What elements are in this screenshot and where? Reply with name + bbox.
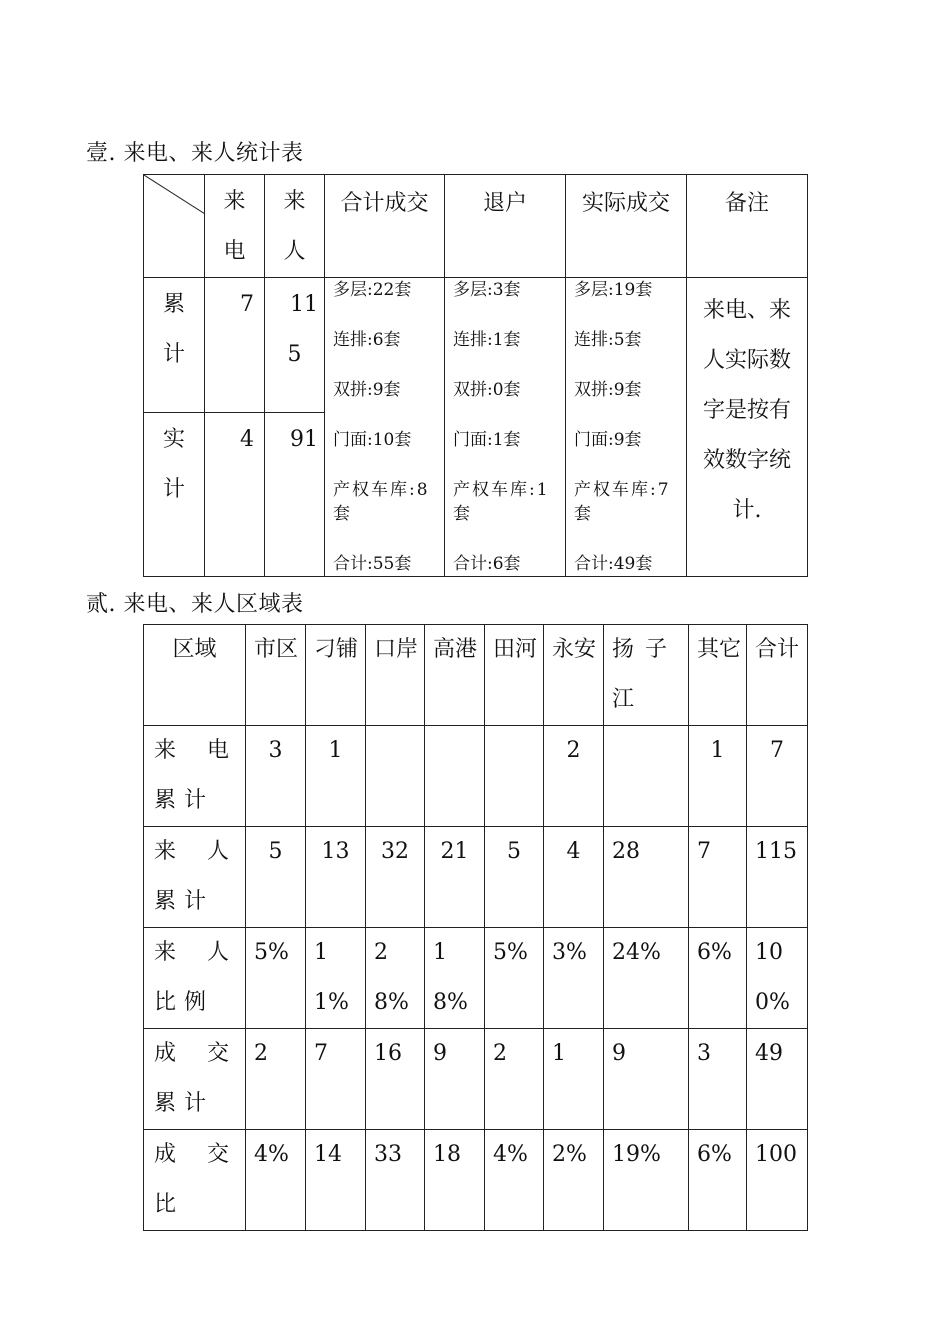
cell: 100 (747, 1130, 808, 1231)
cell: 7 (306, 1029, 366, 1130)
row-actual-label-line2: 计 (162, 477, 185, 502)
row-deals-cumulative (144, 1029, 808, 1130)
refund-line: 产权车库:1套 (453, 480, 550, 524)
row-actual-visitors: 91 (265, 413, 325, 577)
header-refund: 退户 (445, 175, 566, 278)
cell: 7 (747, 726, 808, 827)
cell: 28% (366, 928, 425, 1029)
row-label: 来人比例 (144, 928, 246, 1029)
cell: 5 (485, 827, 544, 928)
cell: 3 (689, 1029, 747, 1130)
total-deal-line: 门面:10套 (333, 430, 412, 450)
refund-line: 连排:1套 (453, 330, 521, 350)
header-actual-deal: 实际成交 (566, 175, 687, 278)
header-total: 合计 (747, 625, 808, 726)
row-cumulative-visitors (265, 278, 325, 413)
remark-text (687, 278, 808, 577)
header-remark: 备注 (687, 175, 808, 278)
cell: 2% (544, 1130, 604, 1231)
row-actual-label-line1: 实 (162, 427, 185, 452)
header-region: 区域 (144, 625, 246, 726)
cell: 2 (485, 1029, 544, 1130)
header-visitors-line1: 来 (283, 189, 306, 214)
row-label: 来人累计 (144, 827, 246, 928)
cell: 9 (425, 1029, 485, 1130)
cell: 19% (604, 1130, 689, 1231)
actual-deal-line: 双拼:9套 (574, 380, 642, 400)
cell: 2 (246, 1029, 306, 1130)
header-gaogang: 高港 (425, 625, 485, 726)
cell: 100% (747, 928, 808, 1029)
cell (425, 726, 485, 827)
total-deal-line: 多层:22套 (333, 280, 412, 300)
row-label: 成交比 (144, 1130, 246, 1231)
calls-visitors-stats-table (143, 174, 808, 577)
header-other: 其它 (689, 625, 747, 726)
row-actual-calls: 4 (205, 413, 265, 577)
refund-sum: 合计:6套 (453, 554, 521, 574)
cell (604, 726, 689, 827)
cell: 7 (689, 827, 747, 928)
cell: 24% (604, 928, 689, 1029)
corner-cell (144, 175, 205, 278)
cell: 18% (425, 928, 485, 1029)
row-label: 来电累计 (144, 726, 246, 827)
cell: 28 (604, 827, 689, 928)
cell: 4% (485, 1130, 544, 1231)
cell: 3% (544, 928, 604, 1029)
row-cumulative-calls: 7 (205, 278, 265, 413)
header-kouan: 口岸 (366, 625, 425, 726)
cell (366, 726, 425, 827)
cell: 4% (246, 1130, 306, 1231)
row-deals-ratio (144, 1130, 808, 1231)
row-cumulative-label-line2: 计 (162, 342, 185, 367)
cell: 4 (544, 827, 604, 928)
header-calls-line2: 电 (223, 239, 246, 264)
remark-content: 来电、来人实际数字是按有效数字统计. (702, 298, 791, 523)
cell: 32 (366, 827, 425, 928)
cell: 1 (544, 1029, 604, 1130)
cell: 6% (689, 928, 747, 1029)
section2-title: 贰. 来电、来人区域表 (86, 592, 304, 617)
row-cumulative-label-line1: 累 (162, 292, 185, 317)
total-deal-line: 产权车库:8套 (333, 480, 430, 524)
header-calls-line1: 来 (223, 189, 246, 214)
refund-line: 多层:3套 (453, 280, 521, 300)
cell: 5% (485, 928, 544, 1029)
cell: 1 (689, 726, 747, 827)
row-calls-cumulative (144, 726, 808, 827)
cell: 21 (425, 827, 485, 928)
cell: 6% (689, 1130, 747, 1231)
actual-deal-line: 门面:9套 (574, 430, 642, 450)
cell: 5 (246, 827, 306, 928)
cell: 3 (246, 726, 306, 827)
actual-deal-line: 多层:19套 (574, 280, 653, 300)
total-deal-sum: 合计:55套 (333, 554, 412, 574)
header-calls (205, 175, 265, 278)
header-visitors (265, 175, 325, 278)
row-cumulative-visitors-line2: 5 (287, 342, 302, 367)
total-deal-details (325, 278, 445, 577)
cell: 14 (306, 1130, 366, 1231)
actual-deal-line: 产权车库:7套 (574, 480, 671, 524)
row-visitors-ratio (144, 928, 808, 1029)
cell: 2 (544, 726, 604, 827)
cell: 5% (246, 928, 306, 1029)
diagonal-line (144, 175, 205, 275)
header-visitors-line2: 人 (283, 239, 306, 264)
calls-visitors-region-table (143, 624, 808, 1231)
total-deal-line: 连排:6套 (333, 330, 401, 350)
actual-deal-line: 连排:5套 (574, 330, 642, 350)
row-cumulative-label (144, 278, 205, 413)
refund-line: 门面:1套 (453, 430, 521, 450)
total-deal-line: 双拼:9套 (333, 380, 401, 400)
refund-details (445, 278, 566, 577)
cell: 18 (425, 1130, 485, 1231)
row-cumulative-visitors-line1: 11 (290, 292, 318, 317)
cell: 33 (366, 1130, 425, 1231)
header-yongan: 永安 (544, 625, 604, 726)
cell: 49 (747, 1029, 808, 1130)
actual-deal-details (566, 278, 687, 577)
row-visitors-cumulative (144, 827, 808, 928)
header-yangzijiang: 扬 子江 (604, 625, 689, 726)
cell: 115 (747, 827, 808, 928)
cell (485, 726, 544, 827)
header-total-deal: 合计成交 (325, 175, 445, 278)
actual-deal-sum: 合计:49套 (574, 554, 653, 574)
refund-line: 双拼:0套 (453, 380, 521, 400)
row-actual-label (144, 413, 205, 577)
cell: 11% (306, 928, 366, 1029)
cell: 16 (366, 1029, 425, 1130)
cell: 9 (604, 1029, 689, 1130)
header-tianhe: 田河 (485, 625, 544, 726)
cell: 1 (306, 726, 366, 827)
cell: 13 (306, 827, 366, 928)
header-shiqu: 市区 (246, 625, 306, 726)
row-label: 成交累计 (144, 1029, 246, 1130)
section1-title: 壹. 来电、来人统计表 (86, 141, 304, 166)
header-diaopu: 刁铺 (306, 625, 366, 726)
